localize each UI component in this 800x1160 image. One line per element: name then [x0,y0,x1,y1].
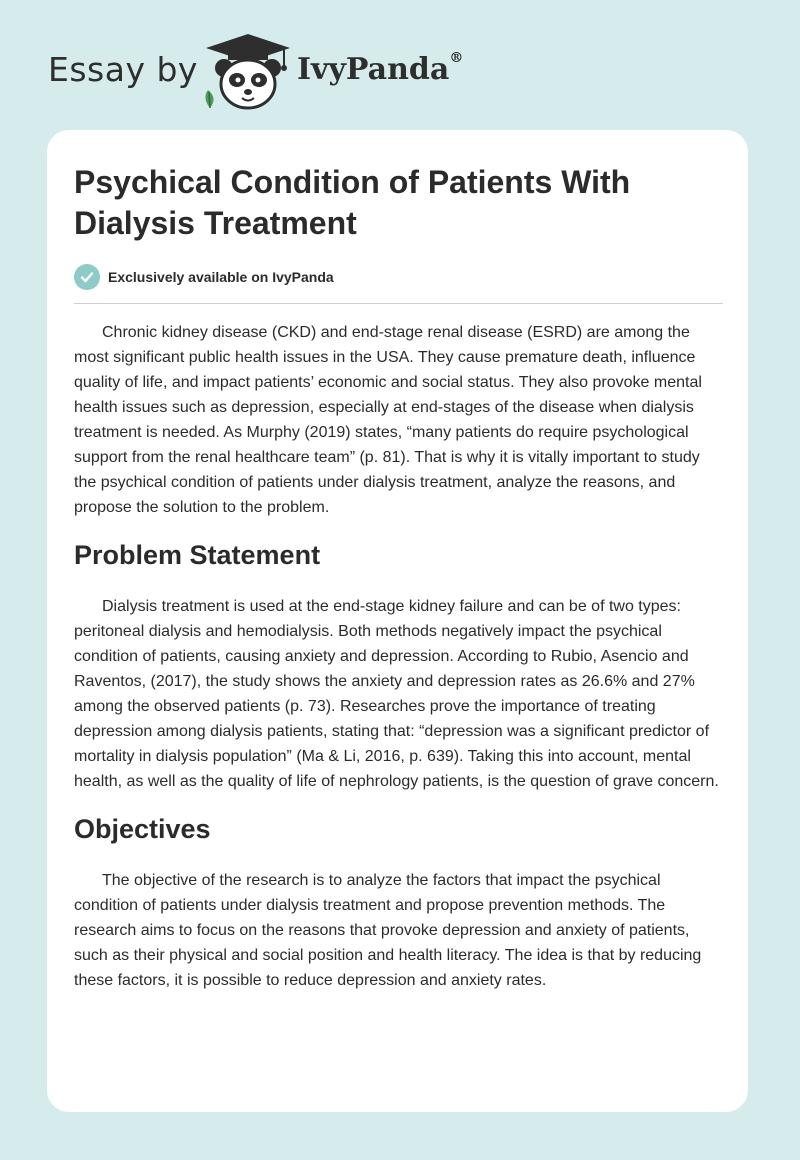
article-body [74,320,724,993]
article-card [47,130,748,1112]
essay-by-label: Essay by [48,50,198,89]
divider [74,303,723,304]
section-heading-objectives: Objectives [74,814,211,844]
panda-logo-icon[interactable] [200,32,296,112]
exclusive-badge [74,264,334,290]
site-header [0,0,800,120]
brand-name[interactable] [297,52,463,87]
page-title: Psychical Condition of Patients With Dialysis Treatment [74,164,631,241]
section-heading-problem-statement: Problem Statement [74,540,321,570]
registered-mark: ® [449,50,464,66]
intro-paragraph: Chronic kidney disease (CKD) and end-stage renal disease (ESRD) are among the most significant public health issues in the USA. They cause premature death, influence quality of life, and impact patients’ economic and social status. They also provoke mental health issues such as depression, especially at end-stages of the disease when dialysis treatment is needed. As Murphy (2019) states, “many patients do require psychological support from the renal healthcare team” (p. 81). That is why it is vitally important to study the psychical condition of patients under dialysis treatment, analyze the reasons, and propose the solution to the problem. [74,324,702,516]
objectives-paragraph: The objective of the research is to analyze the factors that impact the psychical condition of patients under dialysis treatment and propose prevention methods. The research aims to focus on the reasons that provoke depression and anxiety of patients, such as their physical and social position and health literacy. The idea is that by reducing these factors, it is possible to reduce depression and anxiety rates. [74,872,702,989]
exclusive-label: Exclusively available on IvyPanda [108,269,334,285]
brand-text: IvyPanda [297,52,450,87]
problem-statement-paragraph: Dialysis treatment is used at the end-stage kidney failure and can be of two types: peritoneal dialysis and hemodialysis. Both methods negatively impact the psychical condition of patients, causing anxiety and depression. According to Rubio, Asencio and Raventos, (2017), the study shows the anxiety and depression rates as 26.6% and 27% among the observed patients (p. 73). Researches prove the importance of treating depression among dialysis patients, stating that: “depression was a significant predictor of mortality in dialysis population” (Ma & Li, 2016, p. 639). Taking this into account, mental health, as well as the quality of life of nephrology patients, is the question of grave concern. [74,598,719,790]
check-icon [74,264,100,290]
